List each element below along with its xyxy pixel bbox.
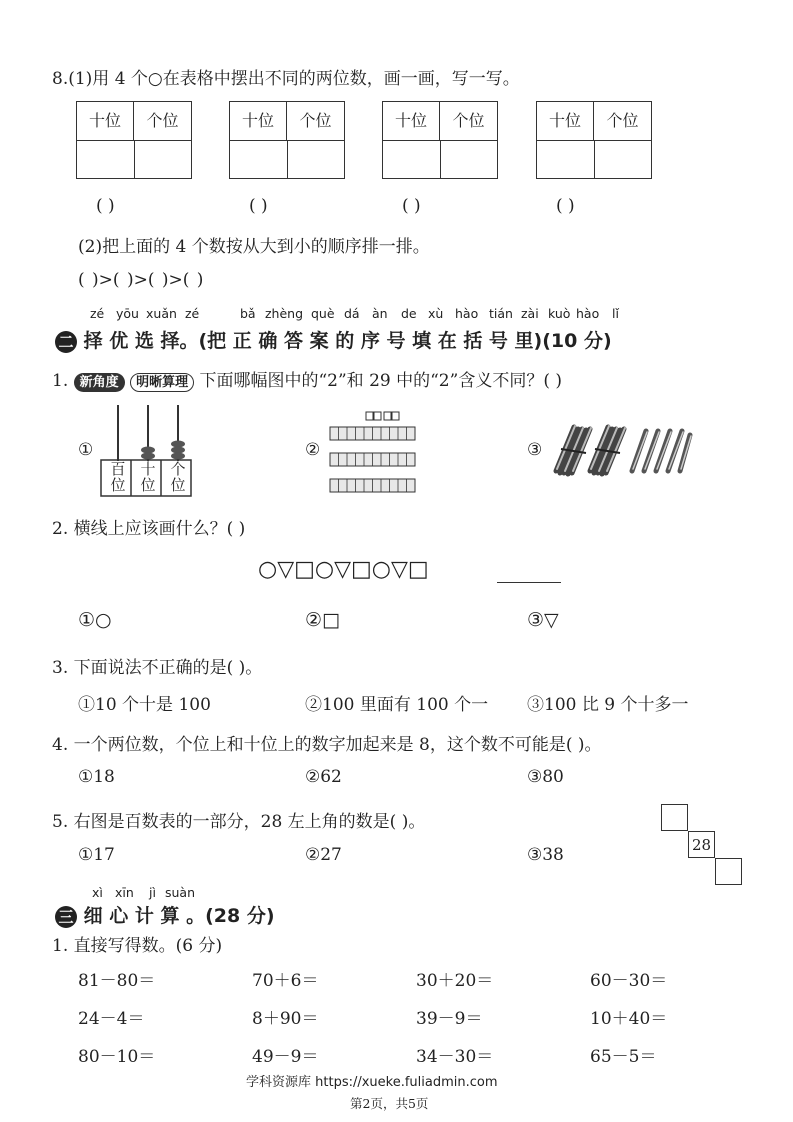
option-3: ③80: [527, 767, 564, 787]
calc-problem: 49－9＝: [252, 1047, 319, 1067]
pinyin: zé: [185, 306, 200, 321]
calc-problem: 65－5＝: [590, 1047, 657, 1067]
order-answer-line[interactable]: ( )>( )>( )>( ): [78, 270, 204, 290]
pinyin: jì: [149, 885, 156, 900]
hundred-chart-cell-28: 28: [688, 831, 715, 858]
option-1: ①17: [78, 845, 115, 865]
pinyin: tián: [489, 306, 513, 321]
page-number: 第2页，共5页: [350, 1096, 429, 1111]
tens-header: 十位: [77, 102, 134, 140]
section-2-title: 择 优 选 择。: [83, 330, 199, 352]
option-3: ③100 比 9 个十多一: [527, 695, 689, 715]
pinyin: yōu: [116, 306, 139, 321]
question-2-5: 5. 右图是百数表的一部分，28 左上角的数是( )。: [52, 812, 426, 832]
question-8-part2: (2)把上面的 4 个数按从大到小的顺序排一排。: [78, 237, 430, 257]
place-value-table: [536, 101, 652, 179]
question-2-3: 3. 下面说法不正确的是( )。: [52, 658, 263, 678]
calc-problem: 39－9＝: [416, 1009, 483, 1029]
section-2-subtitle: (把 正 确 答 案 的 序 号 填 在 括 号 里)(10 分): [198, 330, 612, 352]
abacus-label-tens: 十 位: [140, 460, 156, 494]
pinyin: què: [311, 306, 335, 321]
ones-header: 个位: [299, 111, 332, 130]
abacus-label-ones: 个 位: [170, 460, 186, 494]
question-2-2: 2. 横线上应该画什么？( ): [52, 519, 246, 539]
question-2-4: 4. 一个两位数，个位上和十位上的数字加起来是 8，这个数不可能是( )。: [52, 735, 602, 755]
option-1: ①○: [78, 609, 112, 631]
option-1: ①10 个十是 100: [78, 695, 211, 715]
answer-blank[interactable]: ( ): [96, 196, 115, 216]
calc-problem: 10＋40＝: [590, 1009, 668, 1029]
calc-problem: 30＋20＝: [416, 971, 494, 991]
pinyin: kuò: [548, 306, 571, 321]
calc-problem: 60－30＝: [590, 971, 668, 991]
option-3: ③▽: [527, 609, 559, 631]
shape-sequence: ○▽□○▽□○▽□: [258, 557, 429, 582]
answer-blank[interactable]: ( ): [402, 196, 421, 216]
question-3-1: 1. 直接写得数。(6 分): [52, 936, 223, 956]
question-2-1: 1. 新角度 明晰算理 下面哪幅图中的“2”和 29 中的“2”含义不同？( ): [52, 371, 562, 391]
option-2-label: ②: [305, 440, 321, 460]
tens-header: 十位: [230, 102, 287, 140]
hundred-chart-cell: [715, 858, 742, 885]
question-8-part1: 8.(1)用 4 个○在表格中摆出不同的两位数，画一画，写一写。: [52, 69, 520, 89]
pinyin: xīn: [115, 885, 134, 900]
section-3-heading: [55, 901, 275, 928]
pinyin: suàn: [165, 885, 196, 900]
calc-problem: 81－80＝: [78, 971, 156, 991]
option-2: ②62: [305, 767, 342, 787]
answer-blank[interactable]: ( ): [249, 196, 268, 216]
new-angle-tag: 新角度: [74, 373, 125, 392]
tens-header: 十位: [383, 102, 440, 140]
ones-header: 个位: [146, 111, 179, 130]
pinyin: bǎ: [240, 306, 256, 321]
pinyin: lǐ: [612, 306, 619, 321]
pinyin: dá: [344, 306, 360, 321]
abacus-label-hundreds: 百 位: [110, 460, 126, 494]
calc-problem: 34－30＝: [416, 1047, 494, 1067]
option-3-label: ③: [527, 440, 543, 460]
pinyin: xù: [428, 306, 444, 321]
clear-principle-tag: 明晰算理: [130, 373, 194, 392]
option-1: ①18: [78, 767, 115, 787]
pinyin: zé: [90, 306, 105, 321]
sticks-bundles-illustration: [548, 421, 694, 477]
base-ten-blocks-illustration: [328, 409, 418, 493]
section-3-badge: 三: [55, 906, 77, 928]
option-3: ③38: [527, 845, 564, 865]
place-value-table: [382, 101, 498, 179]
option-1-label: ①: [78, 440, 94, 460]
pinyin: hào: [576, 306, 600, 321]
option-2: ②100 里面有 100 个一: [305, 695, 489, 715]
ones-header: 个位: [452, 111, 485, 130]
answer-line[interactable]: [497, 582, 561, 583]
option-2: ②□: [305, 609, 340, 631]
calc-problem: 24－4＝: [78, 1009, 145, 1029]
source-watermark: 学科资源库 https://xueke.fuliadmin.com: [246, 1075, 498, 1090]
pinyin: xuǎn: [146, 306, 177, 321]
section-3-title: 细 心 计 算 。(28 分): [83, 905, 275, 927]
calc-problem: 70＋6＝: [252, 971, 319, 991]
section-2-badge: 二: [55, 331, 77, 353]
calc-problem: 8＋90＝: [252, 1009, 319, 1029]
pinyin: de: [401, 306, 417, 321]
pinyin: hào: [455, 306, 479, 321]
ones-header: 个位: [606, 111, 639, 130]
calc-problem: 80－10＝: [78, 1047, 156, 1067]
pinyin: àn: [372, 306, 388, 321]
place-value-table: [229, 101, 345, 179]
place-value-table: [76, 101, 192, 179]
tens-header: 十位: [537, 102, 594, 140]
hundred-chart-cell: [661, 804, 688, 831]
option-2: ②27: [305, 845, 342, 865]
pinyin: zhèng: [265, 306, 304, 321]
answer-blank[interactable]: ( ): [556, 196, 575, 216]
pinyin: zài: [521, 306, 539, 321]
section-2-heading: [55, 326, 612, 353]
pinyin: xì: [92, 885, 103, 900]
